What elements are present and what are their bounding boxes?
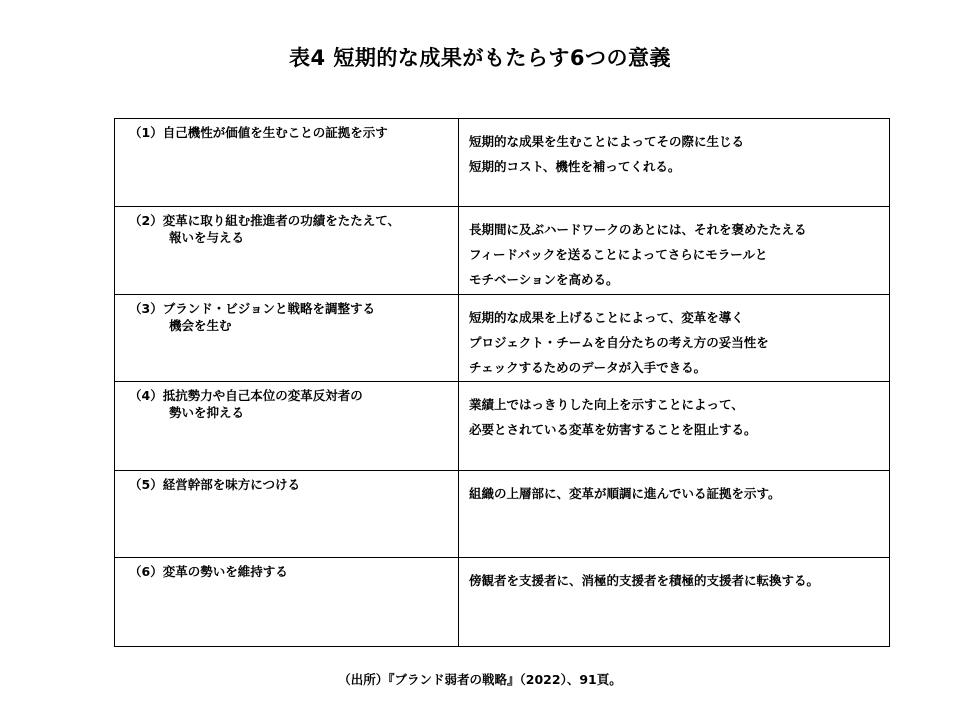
description-line: 短期的な成果を上げることによって、変革を導く: [469, 310, 744, 325]
significance-label-line: （6）変革の勢いを維持する: [129, 564, 288, 579]
significance-description-cell: [459, 558, 890, 647]
significance-label-line: （4）抵抗勢力や自己本位の変革反対者の: [129, 388, 363, 403]
significance-description-cell: [459, 295, 890, 382]
table-row: [115, 207, 890, 295]
significance-description-cell: [459, 471, 890, 558]
significance-label-line: 機会を生む: [169, 317, 232, 333]
description-line: 組織の上層部に、変革が順調に進んでいる証拠を示す。: [469, 486, 781, 501]
table-row: [115, 558, 890, 647]
description-line: フィードバックを送ることによってさらにモラールと: [469, 247, 768, 262]
description-line: 傍観者を支援者に、消極的支援者を積極的支援者に転換する。: [469, 573, 820, 588]
description-line: チェックするためのデータが入手できる。: [469, 360, 707, 375]
description-line: 業績上ではっきりした向上を示すことによって、: [469, 397, 744, 412]
significance-table: [114, 118, 890, 647]
significance-description-cell: [459, 207, 890, 295]
description-line: プロジェクト・チームを自分たちの考え方の妥当性を: [469, 335, 769, 350]
description-line: モチベーションを高める。: [469, 272, 619, 287]
significance-label-line: （5）経営幹部を味方につける: [129, 477, 300, 492]
description-line: 短期的な成果を生むことによってその際に生じる: [469, 134, 745, 149]
significance-label-cell: [115, 382, 459, 471]
significance-label-line: （3）ブランド・ビジョンと戦略を調整する: [129, 301, 375, 316]
table-row: [115, 471, 890, 558]
description-line: 必要とされている変革を妨害することを阻止する。: [469, 422, 757, 437]
significance-label-cell: [115, 471, 459, 558]
significance-description-cell: [459, 382, 890, 471]
significance-label-cell: [115, 295, 459, 382]
table-row: [115, 295, 890, 382]
description-line: 短期的コスト、機性を補ってくれる。: [469, 159, 681, 174]
significance-description-cell: [459, 119, 890, 207]
significance-label-cell: [115, 558, 459, 647]
significance-label-cell: [115, 207, 459, 295]
table-row: [115, 119, 890, 207]
significance-label-line: （2）変革に取り組む推進者の功績をたたえて、: [129, 213, 400, 228]
significance-label-line: （1）自己機性が価値を生むことの証拠を示す: [129, 125, 388, 140]
table-row: [115, 382, 890, 471]
significance-label-line: 勢いを抑える: [169, 404, 245, 420]
description-line: 長期間に及ぶハードワークのあとには、それを褒めたたえる: [469, 222, 807, 237]
significance-label-cell: [115, 119, 459, 207]
significance-label-line: 報いを与える: [169, 229, 245, 245]
table-title: 表4 短期的な成果がもたらす6つの意義: [288, 46, 672, 70]
source-citation: （出所）『ブランド弱者の戦略』（2022）、91頁。: [338, 672, 622, 687]
